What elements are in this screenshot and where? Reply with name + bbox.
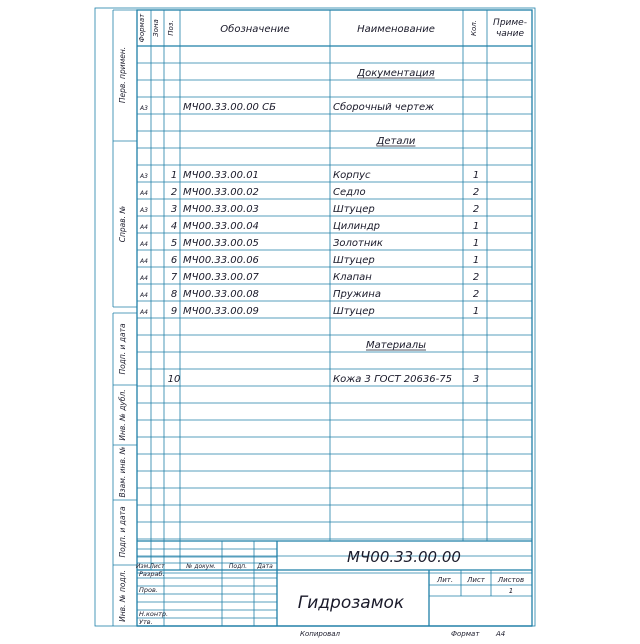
cell-format: А4 [140, 309, 148, 316]
margin-label-perv-primen: Перв. примен. [118, 46, 127, 104]
section-heading: Детали [376, 136, 416, 147]
header-note-line1: Приме- [493, 18, 527, 28]
outer-frame [95, 8, 535, 626]
spec-rows [137, 63, 532, 573]
margin-label-sprav: Справ. № [118, 205, 127, 243]
cell-qty: 3 [472, 374, 480, 385]
margin-label-inv-dubl: Инв. № дубл. [118, 389, 127, 441]
cell-pos: 6 [170, 255, 178, 266]
cell-name: Золотник [333, 238, 383, 249]
tb-col-list: Лист [149, 563, 165, 570]
cell-designation: МЧ00.33.00.00 СБ [183, 102, 276, 113]
cell-qty: 2 [472, 187, 480, 198]
cell-format: А4 [140, 190, 148, 197]
tb-col-podp: Подп. [228, 563, 248, 570]
cell-pos: 1 [170, 170, 178, 181]
cell-pos: 8 [170, 289, 178, 300]
header-name: Наименование [357, 24, 435, 35]
cell-designation: МЧ00.33.00.06 [183, 255, 259, 266]
cell-name: Корпус [333, 170, 371, 181]
cell-format: А3 [140, 207, 148, 214]
cell-format: А3 [140, 105, 148, 112]
cell-format: А3 [140, 173, 148, 180]
cell-designation: МЧ00.33.00.04 [183, 221, 259, 232]
cell-pos: 2 [170, 187, 178, 198]
tb-format-label: Формат [451, 630, 480, 638]
tb-format-value: А4 [496, 630, 506, 638]
cell-format: А4 [140, 241, 148, 248]
cell-designation: МЧ00.33.00.01 [183, 170, 259, 181]
cell-name: Штуцер [333, 204, 375, 215]
cell-designation: МЧ00.33.00.07 [183, 272, 259, 283]
cell-pos: 9 [170, 306, 178, 317]
header-format: Формат [138, 13, 146, 43]
cell-qty: 1 [472, 221, 480, 232]
tb-col-data: Дата [257, 563, 273, 570]
cell-pos: 3 [170, 204, 178, 215]
margin-label-podp-data-1: Подп. и дата [118, 323, 127, 375]
cell-name: Сборочный чертеж [333, 102, 435, 113]
cell-format: А4 [140, 224, 148, 231]
cell-designation: МЧ00.33.00.08 [183, 289, 259, 300]
cell-qty: 2 [472, 204, 480, 215]
cell-qty: 1 [472, 238, 480, 249]
margin-label-podp-data-2: Подп. и дата [118, 506, 127, 558]
cell-qty: 2 [472, 289, 480, 300]
cell-name: Штуцер [333, 306, 375, 317]
cell-designation: МЧ00.33.00.05 [183, 238, 259, 249]
header-pos: Поз. [167, 20, 175, 36]
header-zone: Зона [152, 19, 160, 37]
cell-pos: 7 [170, 272, 178, 283]
tb-razrab: Разраб. [139, 570, 165, 578]
cell-qty: 1 [472, 306, 480, 317]
tb-nkontr: Н.контр. [139, 610, 169, 618]
cell-qty: 1 [472, 255, 480, 266]
header-note-line2: чание [495, 29, 525, 39]
cell-format: А4 [140, 292, 148, 299]
document-code: МЧ00.33.00.00 [347, 548, 461, 566]
cell-name: Штуцер [333, 255, 375, 266]
cell-format: А4 [140, 258, 148, 265]
tb-prov: Пров. [139, 586, 158, 594]
section-heading: Документация [357, 68, 435, 79]
cell-qty: 2 [472, 272, 480, 283]
tb-utv: Утв. [139, 618, 153, 626]
tb-listov: Листов [497, 576, 525, 584]
tb-col-izm: Изм. [135, 563, 151, 570]
cell-pos: 4 [170, 221, 178, 232]
cell-format: А4 [140, 275, 148, 282]
margin-label-inv-podl: Инв. № подл. [118, 570, 127, 622]
cell-name: Пружина [333, 289, 381, 300]
tb-listov-value: 1 [508, 587, 514, 595]
tb-col-ndokum: № докум. [186, 563, 216, 570]
section-heading: Материалы [366, 340, 426, 351]
cell-name: Седло [333, 187, 366, 198]
header-qty: Кол. [470, 20, 478, 36]
cell-name: Цилиндр [333, 221, 380, 232]
cell-designation: МЧ00.33.00.09 [183, 306, 259, 317]
cell-qty: 1 [472, 170, 480, 181]
cell-name: Кожа 3 ГОСТ 20636-75 [333, 374, 452, 385]
cell-pos: 5 [170, 238, 178, 249]
tb-list: Лист [467, 576, 485, 584]
cell-name: Клапан [333, 272, 372, 283]
margin-label-vzam-inv: Взам. инв. № [118, 446, 127, 498]
cell-pos: 10 [167, 374, 181, 385]
product-name: Гидрозамок [297, 593, 405, 613]
cell-designation: МЧ00.33.00.03 [183, 204, 259, 215]
cell-designation: МЧ00.33.00.02 [183, 187, 259, 198]
tb-lit: Лит. [436, 576, 454, 584]
header-designation: Обозначение [220, 24, 290, 35]
tb-kopiroval: Копировал [300, 630, 340, 638]
